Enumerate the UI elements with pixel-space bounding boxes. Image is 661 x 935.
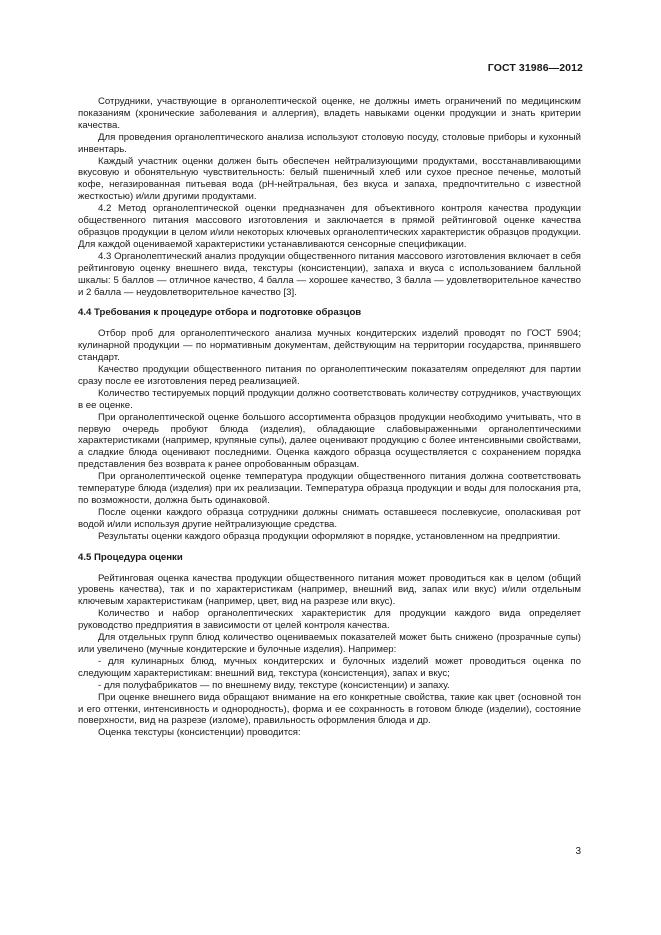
paragraph: Результаты оценки каждого образца продукции оформляют в порядке, установленном на предприятии.: [98, 530, 561, 542]
paragraph: Оценка текстуры (консистенции) проводится:: [98, 727, 301, 739]
paragraph: Отбор проб для органолептического анализа мучных кондитерских изделий проводят по ГОСТ 5904; кулинарной продукции — по нормативным документам, действующим на территории государства, принявшего стандарт.: [78, 328, 581, 364]
paragraph: Качество продукции общественного питания по органолептическим показателям определяют для партии сразу после ее изготовления перед реализацией.: [78, 364, 581, 387]
list-item: - для кулинарных блюд, мучных кондитерских и булочных изделий может проводиться оценка по следующим характеристикам: внешний вид, текстура (консистенция), запах и вкус;: [78, 655, 581, 679]
paragraph: При органолептической оценке большого ассортимента образцов продукции необходимо учитывать, что в первую очередь пробуют блюда (изделия), обладающие слабовыраженными органолептическими характеристиками (например, крупяные супы), далее оценивают продукцию с более интенсивными свойствами, а сладкие блюда оценивают последними. Оценка каждого образца осуществляется с сохранением порядка представления без возврата к ранее опробованным образцам.: [78, 411, 581, 471]
section-heading: 4.4 Требования к процедуре отбора и подготовке образцов: [78, 307, 362, 319]
paragraph: Количество тестируемых порций продукции должно соответствовать количеству сотрудников, участвующих в ее оценке.: [78, 387, 581, 411]
document-body: [78, 96, 581, 739]
section-heading: 4.5 Процедура оценки: [78, 551, 183, 563]
paragraph: При органолептической оценке температура продукции общественного питания должна соответствовать температуре блюда (изделия) при их реализации. Температура образца продукции и воды для полоскания рта, по возможности, должна быть одинаковой.: [78, 471, 581, 506]
list-item: - для полуфабрикатов — по внешнему виду, текстуре (консистенции) и запаху.: [98, 679, 450, 691]
paragraph: Каждый участник оценки должен быть обеспечен нейтрализующими продуктами, восстанавливающими вкусовую и обонятельную чувствительность: белый пшеничный хлеб или сухое пресное печенье, молотый кофе, негазированная питьевая вода (рН-нейтральная, без вкуса и запаха, предпочтительно с известной жесткостью) и/или другими продуктами.: [78, 155, 581, 203]
paragraph: Количество и набор органолептических характеристик для продукции каждого вида определяет руководство предприятия в зависимости от целей контроля качества.: [78, 608, 581, 632]
paragraph: Для отдельных групп блюд количество оцениваемых показателей может быть снижено (прозрачные супы) или увеличено (мучные кондитерские и булочные изделия). Например:: [78, 632, 581, 655]
paragraph: После оценки каждого образца сотрудники должны снимать оставшееся послевкусие, ополаскивая рот водой и/или используя другие нейтрализующие средства.: [78, 506, 581, 530]
page-number: 3: [575, 846, 581, 857]
paragraph: При оценке внешнего вида обращают внимание на его конкретные свойства, такие как цвет (основной тон и его оттенки, интенсивность и однородность), форма и ее сохранность в готовом блюде (изделии), состояние поверхности, вид на разрезе (изломе), правильность оформления блюда и др.: [78, 691, 581, 727]
paragraph: 4.2 Метод органолептической оценки предназначен для объективного контроля качества продукции общественного питания массового изготовления и заключается в прямой рейтинговой оценке качества образцов продукции в целом и/или некоторых ключевых органолептических характеристик образцов продукции. Для каждой оцениваемой характеристики устанавливаются сенсорные спецификации.: [78, 203, 581, 250]
paragraph: Рейтинговая оценка качества продукции общественного питания может проводиться как в целом (общий уровень качества), так и по характеристикам (например, внешний вид, запах или вкус) и/или отдельным ключевым характеристикам (например, цвет, вид на разрезе или вкус).: [78, 572, 581, 608]
paragraph: Сотрудники, участвующие в органолептической оценке, не должны иметь ограничений по медицинским показаниям (хронические заболевания и аллергия), владеть навыками оценки продукции и знать критерии качества.: [78, 96, 581, 131]
paragraph: Для проведения органолептического анализа используют столовую посуду, столовые приборы и кухонный инвентарь.: [78, 131, 581, 155]
paragraph: 4.3 Органолептический анализ продукции общественного питания массового изготовления включает в себя рейтинговую оценку внешнего вида, текстуры (консистенции), запаха и вкуса с использованием балльной шкалы: 5 баллов — отличное качество, 4 балла — хорошее качество, 3 балла — удовлетворительное качество и 2 балла — неудовлетворительное качество [3].: [78, 250, 581, 298]
standard-number: ГОСТ 31986—2012: [487, 62, 583, 74]
